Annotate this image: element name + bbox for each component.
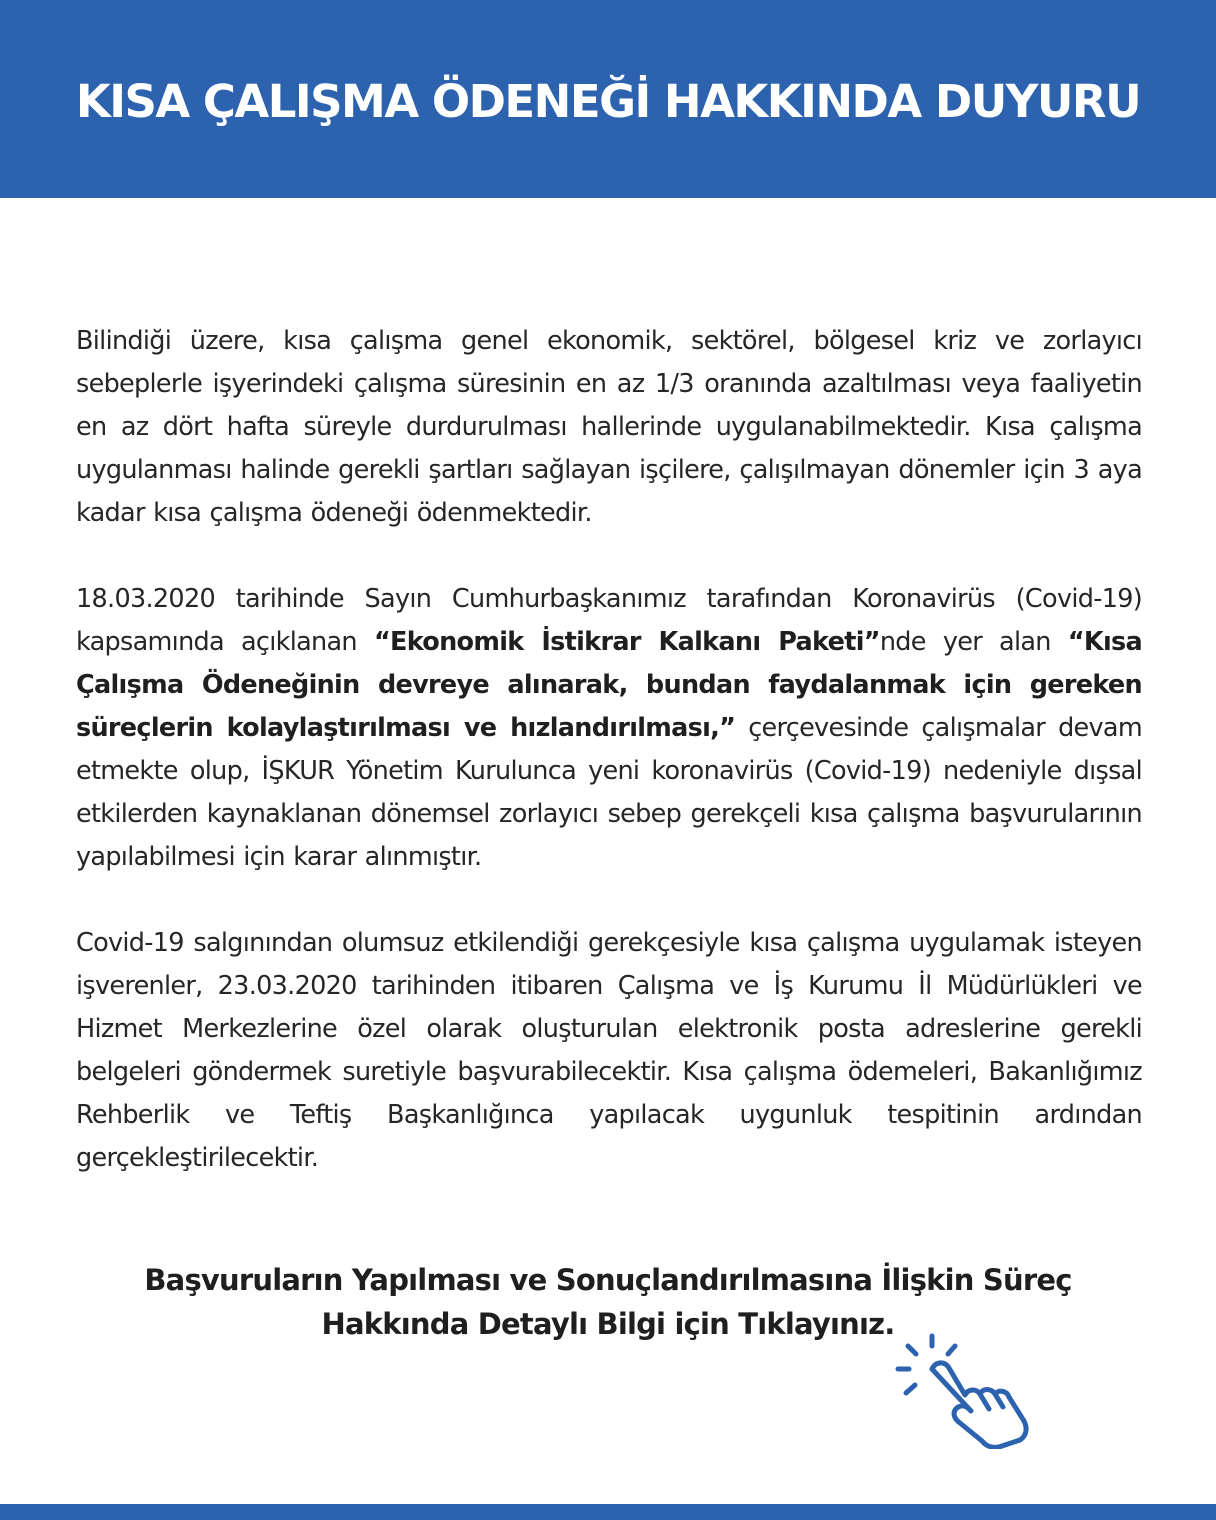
details-link-line-1[interactable]: Başvuruların Yapılması ve Sonuçlandırılmasına İlişkin Süreç bbox=[144, 1263, 1072, 1297]
footer-bar bbox=[0, 1504, 1216, 1520]
hand-outline bbox=[932, 1363, 1026, 1448]
details-link-line-2[interactable]: Hakkında Detaylı Bilgi için Tıklayınız. bbox=[321, 1307, 895, 1341]
paragraph-2-text-1: 18.03.2020 tarihinde Sayın Cumhurbaşkanımız tarafından Koronavirüs (Covid-19) kapsamında açıklanan bbox=[76, 584, 1142, 657]
paragraph-2-text-2: nde yer alan bbox=[879, 627, 1068, 657]
header-banner bbox=[0, 0, 1216, 198]
announcement-body bbox=[76, 320, 1142, 1180]
tap-ray bbox=[906, 1385, 915, 1393]
quoted-statement: “Kısa Çalışma Ödeneğinin devreye alınarak, bundan faydalanmak için gereken süreçlerin kolaylaştırılması ve hızlandırılması,” bbox=[76, 627, 1142, 743]
tap-ray bbox=[948, 1346, 955, 1354]
paragraph-2 bbox=[76, 578, 1142, 879]
package-name: “Ekonomik İstikrar Kalkanı Paketi” bbox=[373, 627, 880, 657]
page-title: KISA ÇALIŞMA ÖDENEĞİ HAKKINDA DUYURU bbox=[75, 74, 1141, 128]
tap-hand-icon[interactable] bbox=[892, 1333, 1032, 1449]
paragraph-3: Covid-19 salgınından olumsuz etkilendiği gerekçesiyle kısa çalışma uygulamak isteyen işverenler, 23.03.2020 tarihinden itibaren Çalışma ve İş Kurumu İl Müdürlükleri ve Hizmet Merkezlerine özel olarak oluşturulan elektronik posta adreslerine gerekli belgeleri göndermek suretiyle başvurabilecektir. Kısa çalışma ödemeleri, Bakanlığımız Rehberlik ve Teftiş Başkanlığınca yapılacak uygunluk tespitinin ardından gerçekleştirilecektir. bbox=[76, 928, 1142, 1173]
tap-ray bbox=[908, 1346, 916, 1354]
finger-crease bbox=[980, 1394, 989, 1409]
paragraph-2-text-3: çerçevesinde çalışmalar devam etmekte olup, İŞKUR Yönetim Kurulunca yeni koronavirüs (Covid-19) nedeniyle dışsal etkilerden kaynaklanan dönemsel zorlayıcı sebep gerekçeli kısa çalışma başvurularının yapılabilmesi için karar alınmıştır. bbox=[76, 713, 1142, 872]
paragraph-1: Bilindiği üzere, kısa çalışma genel ekonomik, sektörel, bölgesel kriz ve zorlayıcı sebeplerle işyerindeki çalışma süresinin en az 1/3 oranında azaltılması veya faaliyetin en az dört hafta süreyle durdurulması hallerinde uygulanabilmektedir. Kısa çalışma uygulanması halinde gerekli şartları sağlayan işçilere, çalışılmayan dönemler için 3 aya kadar kısa çalışma ödeneği ödenmektedir. bbox=[76, 326, 1142, 528]
finger-crease bbox=[995, 1394, 1003, 1407]
